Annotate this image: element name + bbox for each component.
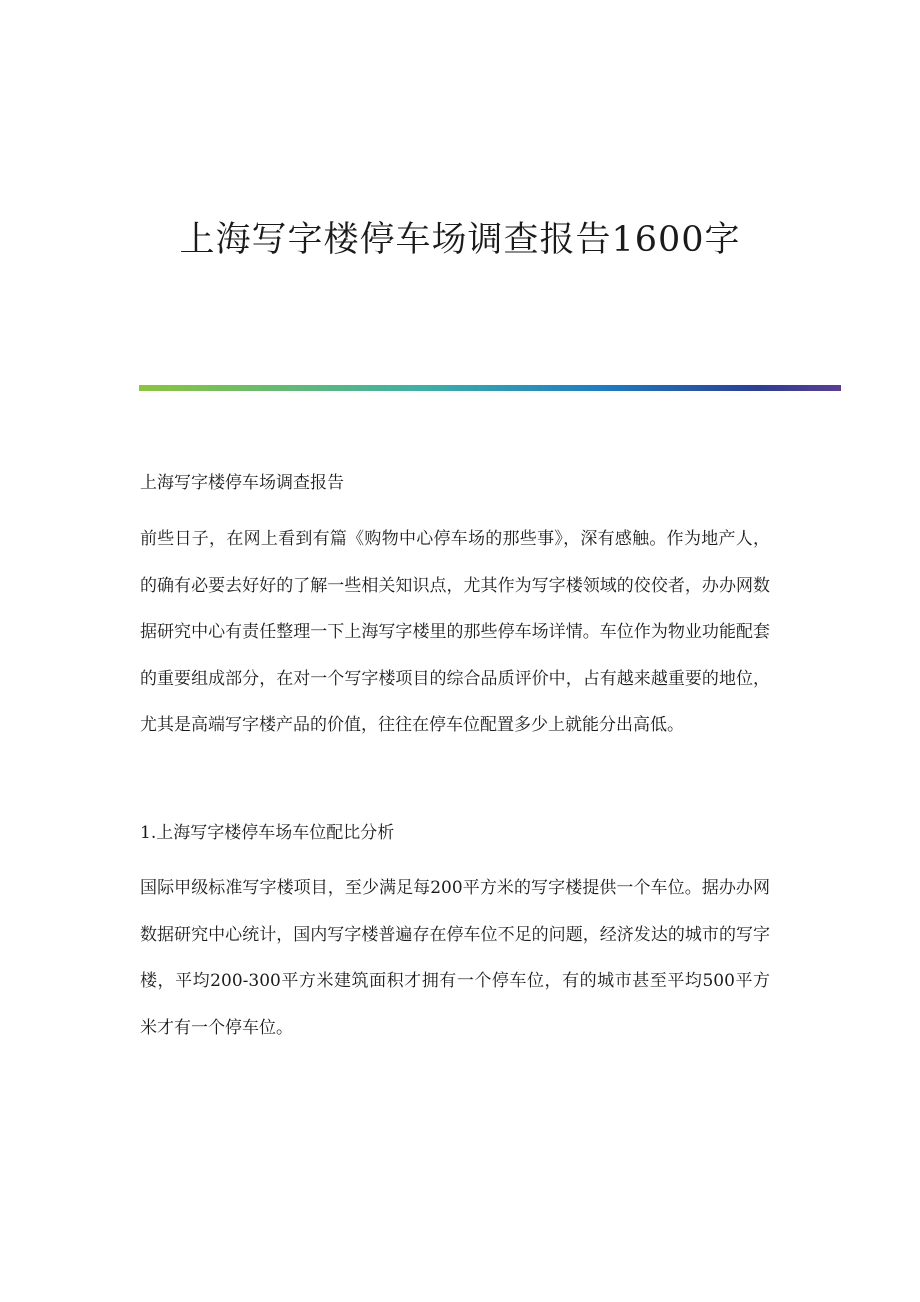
report-subtitle: 上海写字楼停车场调查报告 (140, 473, 344, 493)
section-paragraph: 国际甲级标准写字楼项目，至少满足每200平方米的写字楼提供一个车位。据办办网数据研究中心统计，国内写字楼普遍存在停车位不足的问题，经济发达的城市的写字楼，平均200-300平方米建筑面积才拥有一个停车位，有的城市甚至平均500平方米才有一个停车位。 (140, 878, 770, 1038)
section-heading: 1.上海写字楼停车场车位配比分析 (140, 823, 395, 843)
title-divider (139, 385, 841, 391)
intro-paragraph: 前些日子，在网上看到有篇《购物中心停车场的那些事》，深有感触。作为地产人，的确有必要去好好的了解一些相关知识点，尤其作为写字楼领域的佼佼者，办办网数据研究中心有责任整理一下上海写字楼里的那些停车场详情。车位作为物业功能配套的重要组成部分，在对一个写字楼项目的综合品质评价中，占有越来越重要的地位，尤其是高端写字楼产品的价值，往往在停车位配置多少上就能分出高低。 (140, 529, 770, 735)
document-title: 上海写字楼停车场调查报告1600字 (179, 220, 741, 260)
